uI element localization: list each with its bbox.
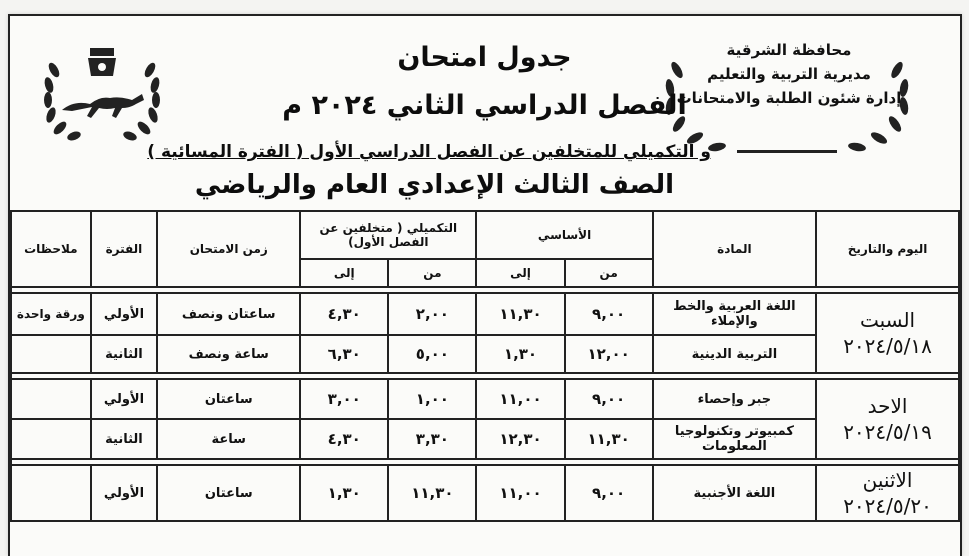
basic-from-cell: ٩,٠٠ [565,379,653,419]
sup-to-cell: ٣,٠٠ [300,379,388,419]
notes-cell [11,335,91,373]
duration-cell: ساعتان [157,379,300,419]
table-row [11,379,959,419]
basic-to-cell: ١٢,٣٠ [476,419,564,459]
header-basic-to: إلى [476,259,564,287]
day-name: السبت [859,308,916,332]
header-subject: المادة [653,211,816,287]
day-name: الاثنين [862,468,913,492]
gov-line-1: محافظة الشرقية [726,41,852,59]
day-date-cell [816,293,959,373]
basic-from-cell: ١١,٣٠ [565,419,653,459]
basic-to-cell: ١١,٣٠ [476,293,564,335]
period-cell: الأولي [91,293,158,335]
header-basic-from: من [565,259,653,287]
duration-cell: ساعتان ونصف [157,293,300,335]
sup-to-cell: ٦,٣٠ [300,335,388,373]
subject-cell: جبر وإحصاء [653,379,816,419]
duration-cell: ساعتان [157,465,300,521]
sup-to-cell: ١,٣٠ [300,465,388,521]
header-sup-to: إلى [300,259,388,287]
basic-from-cell: ١٢,٠٠ [565,335,653,373]
basic-to-cell: ١١,٠٠ [476,379,564,419]
page-title: جدول امتحان [397,42,572,73]
header-basic: الأساسي [476,211,652,259]
subject-cell: اللغة العربية والخط والإملاء [653,293,816,335]
table-row [11,465,959,521]
duration-cell: ساعة ونصف [157,335,300,373]
header-duration: زمن الامتحان [157,211,300,287]
semester-title: الفصل الدراسي الثاني ٢٠٢٤ م [282,90,687,121]
gov-line-3: إدارة شئون الطلبة والامتحانات [676,89,902,107]
period-cell: الثانية [91,419,158,459]
day-date-cell [816,379,959,459]
basic-from-cell: ٩,٠٠ [565,465,653,521]
gov-line-2: مديرية التربية والتعليم [707,65,871,83]
subject-cell: التربية الدينية [653,335,816,373]
sup-from-cell: ١,٠٠ [388,379,476,419]
basic-to-cell: ١,٣٠ [476,335,564,373]
header-sup-from: من [388,259,476,287]
period-cell: الأولي [91,379,158,419]
duration-cell: ساعة [157,419,300,459]
table-row [11,293,959,335]
sup-to-cell: ٤,٣٠ [300,419,388,459]
date: ٢٠٢٤/٥/١٩ [843,420,932,444]
notes-cell [11,379,91,419]
notes-cell [11,419,91,459]
basic-to-cell: ١١,٠٠ [476,465,564,521]
sup-from-cell: ٣,٣٠ [388,419,476,459]
subject-cell: كمبيوتر وتكنولوجيا المعلومات [653,419,816,459]
date: ٢٠٢٤/٥/١٨ [843,334,932,358]
sup-to-cell: ٤,٣٠ [300,293,388,335]
day-name: الاحد [867,394,908,418]
exam-schedule-table [10,210,960,522]
sup-from-cell: ١١,٣٠ [388,465,476,521]
period-cell: الثانية [91,335,158,373]
grade-title: الصف الثالث الإعدادي العام والرياضي [194,170,674,200]
header-notes: ملاحظات [11,211,91,287]
header-day-date: اليوم والتاريخ [816,211,959,287]
header-supplementary: التكميلي ( متخلفين عن الفصل الأول) [300,211,476,259]
basic-from-cell: ٩,٠٠ [565,293,653,335]
day-date-cell [816,465,959,521]
sup-from-cell: ٥,٠٠ [388,335,476,373]
subject-cell: اللغة الأجنبية [653,465,816,521]
subtitle: و التكميلي للمتخلفين عن الفصل الدراسي الأول ( الفترة المسائية ) [147,142,711,162]
notes-cell [11,465,91,521]
sup-from-cell: ٢,٠٠ [388,293,476,335]
notes-cell: ورقة واحدة [11,293,91,335]
header-period: الفترة [91,211,158,287]
date: ٢٠٢٤/٥/٢٠ [843,494,932,518]
period-cell: الأولي [91,465,158,521]
